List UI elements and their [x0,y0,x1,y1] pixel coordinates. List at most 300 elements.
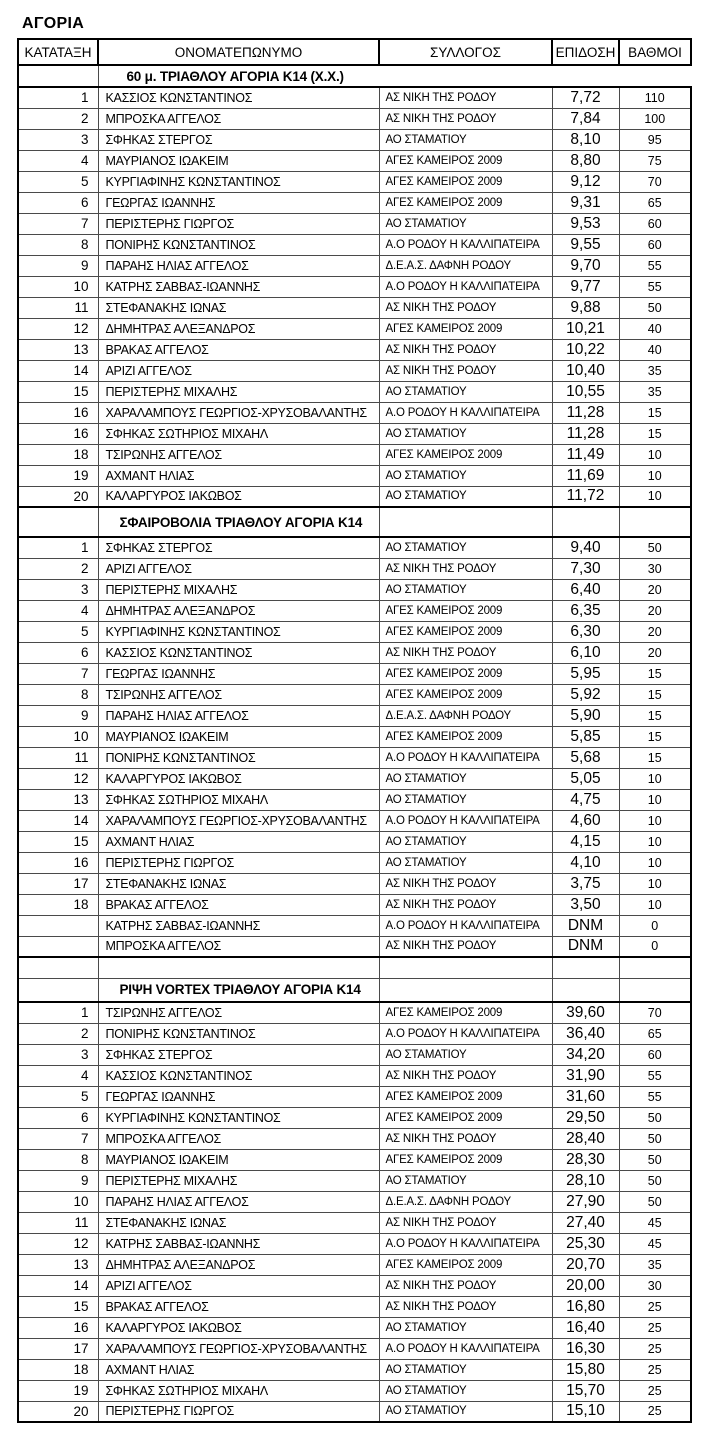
athlete-name-cell: ΚΥΡΓΙΑΦΙΝΗΣ ΚΩΝΣΤΑΝΤΙΝΟΣ [98,1107,379,1128]
rank-cell: 14 [18,1275,98,1296]
points-cell: 10 [619,465,691,486]
rank-cell: 12 [18,1233,98,1254]
performance-cell: 4,10 [552,852,619,873]
points-cell: 15 [619,402,691,423]
performance-cell: 5,90 [552,705,619,726]
result-row [18,642,691,663]
performance-cell: 6,35 [552,600,619,621]
points-cell: 30 [619,558,691,579]
performance-cell: 11,28 [552,402,619,423]
points-cell: 60 [619,213,691,234]
performance-cell: 15,80 [552,1359,619,1380]
athlete-name-cell: ΚΑΣΣΙΟΣ ΚΩΝΣΤΑΝΤΙΝΟΣ [98,1065,379,1086]
result-row [18,1149,691,1170]
athlete-name-cell: ΑΧΜΑΝΤ ΗΛΙΑΣ [98,465,379,486]
empty-cell [379,978,552,1002]
points-cell: 100 [619,108,691,129]
points-cell: 10 [619,810,691,831]
points-cell: 50 [619,297,691,318]
rank-cell: 7 [18,663,98,684]
rank-cell: 16 [18,852,98,873]
athlete-name-cell: ΠΟΝΙΡΗΣ ΚΩΝΣΤΑΝΤΙΝΟΣ [98,234,379,255]
athlete-name-cell: ΜΑΥΡΙΑΝΟΣ ΙΩΑΚΕΙΜ [98,1149,379,1170]
athlete-name-cell: ΣΦΗΚΑΣ ΣΤΕΡΓΟΣ [98,537,379,558]
rank-cell: 11 [18,747,98,768]
athlete-name-cell: ΓΕΩΡΓΑΣ ΙΩΑΝΝΗΣ [98,1086,379,1107]
athlete-name-cell: ΚΑΛΑΡΓΥΡΟΣ ΙΑΚΩΒΟΣ [98,768,379,789]
points-cell: 55 [619,255,691,276]
athlete-name-cell: ΠΕΡΙΣΤΕΡΗΣ ΜΙΧΑΛΗΣ [98,579,379,600]
performance-cell: 20,70 [552,1254,619,1275]
empty-cell [379,957,552,978]
section-title-row [18,65,691,87]
club-cell: ΑΟ ΣΤΑΜΑΤΙΟΥ [379,465,552,486]
rank-cell: 1 [18,87,98,108]
club-cell: ΑΟ ΣΤΑΜΑΤΙΟΥ [379,579,552,600]
athlete-name-cell: ΠΟΝΙΡΗΣ ΚΩΝΣΤΑΝΤΙΝΟΣ [98,747,379,768]
performance-cell: 10,22 [552,339,619,360]
performance-cell: 28,30 [552,1149,619,1170]
athlete-name-cell: ΒΡΑΚΑΣ ΑΓΓΕΛΟΣ [98,339,379,360]
performance-cell: 3,75 [552,873,619,894]
club-cell: Α.Ο ΡΟΔΟΥ Η ΚΑΛΛΙΠΑΤΕΙΡΑ [379,1023,552,1044]
result-row [18,297,691,318]
club-cell: ΑΟ ΣΤΑΜΑΤΙΟΥ [379,789,552,810]
table-header [18,39,691,65]
points-cell: 30 [619,1275,691,1296]
result-row [18,1065,691,1086]
club-cell: ΑΟ ΣΤΑΜΑΤΙΟΥ [379,1170,552,1191]
points-cell: 15 [619,663,691,684]
rank-cell: 12 [18,318,98,339]
athlete-name-cell: ΒΡΑΚΑΣ ΑΓΓΕΛΟΣ [98,894,379,915]
rank-cell: 10 [18,1191,98,1212]
performance-cell: 16,80 [552,1296,619,1317]
club-cell: ΑΣ ΝΙΚΗ ΤΗΣ ΡΟΔΟΥ [379,360,552,381]
result-row [18,1191,691,1212]
performance-cell: 11,69 [552,465,619,486]
points-cell: 25 [619,1359,691,1380]
club-cell: ΑΣ ΝΙΚΗ ΤΗΣ ΡΟΔΟΥ [379,108,552,129]
points-cell: 10 [619,486,691,507]
rank-cell: 18 [18,444,98,465]
points-cell: 65 [619,1023,691,1044]
club-cell: ΑΣ ΝΙΚΗ ΤΗΣ ΡΟΔΟΥ [379,87,552,108]
rank-cell [18,65,98,87]
rank-cell: 16 [18,402,98,423]
points-cell: 10 [619,894,691,915]
points-cell: 15 [619,684,691,705]
result-row [18,663,691,684]
athlete-name-cell: ΚΑΤΡΗΣ ΣΑΒΒΑΣ-ΙΩΑΝΝΗΣ [98,276,379,297]
points-cell: 55 [619,1086,691,1107]
rank-cell: 13 [18,339,98,360]
rank-cell: 17 [18,1338,98,1359]
club-cell: ΑΓΕΣ ΚΑΜΕΙΡΟΣ 2009 [379,1107,552,1128]
rank-cell: 8 [18,684,98,705]
result-row [18,444,691,465]
points-cell: 75 [619,150,691,171]
rank-cell: 5 [18,1086,98,1107]
athlete-name-cell: ΚΑΛΑΡΓΥΡΟΣ ΙΑΚΩΒΟΣ [98,486,379,507]
section-title: ΣΦΑΙΡΟΒΟΛΙΑ ΤΡΙΑΘΛΟΥ ΑΓΟΡΙΑ Κ14 [98,507,379,537]
result-row [18,1002,691,1023]
performance-cell: 7,72 [552,87,619,108]
performance-cell: 11,72 [552,486,619,507]
result-row [18,381,691,402]
club-cell: Δ.Ε.Α.Σ. ΔΑΦΝΗ ΡΟΔΟΥ [379,1191,552,1212]
result-row [18,831,691,852]
club-cell: ΑΓΕΣ ΚΑΜΕΙΡΟΣ 2009 [379,621,552,642]
athlete-name-cell: ΑΡΙΖΙ ΑΓΓΕΛΟΣ [98,1275,379,1296]
club-cell: Δ.Ε.Α.Σ. ΔΑΦΝΗ ΡΟΔΟΥ [379,705,552,726]
points-cell: 20 [619,621,691,642]
rank-cell: 5 [18,621,98,642]
performance-cell: 31,90 [552,1065,619,1086]
points-cell: 70 [619,1002,691,1023]
rank-cell: 20 [18,486,98,507]
column-header-club: ΣΥΛΛΟΓΟΣ [379,39,552,65]
performance-cell: 10,40 [552,360,619,381]
rank-cell: 1 [18,537,98,558]
club-cell: ΑΟ ΣΤΑΜΑΤΙΟΥ [379,1044,552,1065]
performance-cell: 16,40 [552,1317,619,1338]
club-cell: Α.Ο ΡΟΔΟΥ Η ΚΑΛΛΙΠΑΤΕΙΡΑ [379,747,552,768]
performance-cell: 5,92 [552,684,619,705]
rank-cell: 15 [18,1296,98,1317]
empty-cell [98,957,379,978]
rank-cell: 19 [18,465,98,486]
club-cell: ΑΣ ΝΙΚΗ ΤΗΣ ΡΟΔΟΥ [379,339,552,360]
club-cell: Α.Ο ΡΟΔΟΥ Η ΚΑΛΛΙΠΑΤΕΙΡΑ [379,1233,552,1254]
performance-cell: 9,70 [552,255,619,276]
points-cell: 60 [619,1044,691,1065]
points-cell: 60 [619,234,691,255]
result-row [18,1380,691,1401]
points-cell: 15 [619,423,691,444]
points-cell: 50 [619,1191,691,1212]
athlete-name-cell: ΠΕΡΙΣΤΕΡΗΣ ΜΙΧΑΛΗΣ [98,381,379,402]
points-cell: 50 [619,537,691,558]
rank-cell: 6 [18,1107,98,1128]
column-header-performance: ΕΠΙΔΟΣΗ [552,39,619,65]
athlete-name-cell: ΠΑΡΑΗΣ ΗΛΙΑΣ ΑΓΓΕΛΟΣ [98,705,379,726]
rank-cell: 14 [18,810,98,831]
points-cell: 0 [619,936,691,957]
club-cell: ΑΣ ΝΙΚΗ ΤΗΣ ΡΟΔΟΥ [379,642,552,663]
result-row [18,402,691,423]
athlete-name-cell: ΠΕΡΙΣΤΕΡΗΣ ΓΙΩΡΓΟΣ [98,213,379,234]
athlete-name-cell: ΣΦΗΚΑΣ ΣΩΤΗΡΙΟΣ ΜΙΧΑΗΛ [98,1380,379,1401]
points-cell: 20 [619,600,691,621]
performance-cell: 10,55 [552,381,619,402]
points-cell: 65 [619,192,691,213]
performance-cell: 6,10 [552,642,619,663]
result-row [18,423,691,444]
result-row [18,1401,691,1422]
results-table [17,38,692,1423]
section-title-row [18,978,691,1002]
athlete-name-cell: ΔΗΜΗΤΡΑΣ ΑΛΕΞΑΝΔΡΟΣ [98,318,379,339]
empty-cell [379,507,552,537]
points-cell: 35 [619,360,691,381]
performance-cell: 8,10 [552,129,619,150]
empty-cell [619,978,691,1002]
rank-cell: 13 [18,789,98,810]
performance-cell: 5,95 [552,663,619,684]
rank-cell: 2 [18,108,98,129]
result-row [18,1359,691,1380]
club-cell: ΑΓΕΣ ΚΑΜΕΙΡΟΣ 2009 [379,600,552,621]
rank-cell: 3 [18,1044,98,1065]
club-cell: Α.Ο ΡΟΔΟΥ Η ΚΑΛΛΙΠΑΤΕΙΡΑ [379,234,552,255]
performance-cell: 5,68 [552,747,619,768]
club-cell: ΑΓΕΣ ΚΑΜΕΙΡΟΣ 2009 [379,150,552,171]
club-cell: ΑΟ ΣΤΑΜΑΤΙΟΥ [379,852,552,873]
rank-cell: 4 [18,150,98,171]
rank-cell: 15 [18,381,98,402]
athlete-name-cell: ΔΗΜΗΤΡΑΣ ΑΛΕΞΑΝΔΡΟΣ [98,1254,379,1275]
performance-cell: 29,50 [552,1107,619,1128]
club-cell: ΑΓΕΣ ΚΑΜΕΙΡΟΣ 2009 [379,1086,552,1107]
athlete-name-cell: ΚΑΛΑΡΓΥΡΟΣ ΙΑΚΩΒΟΣ [98,1317,379,1338]
athlete-name-cell: ΚΑΤΡΗΣ ΣΑΒΒΑΣ-ΙΩΑΝΝΗΣ [98,915,379,936]
athlete-name-cell: ΠΕΡΙΣΤΕΡΗΣ ΓΙΩΡΓΟΣ [98,1401,379,1422]
result-row [18,486,691,507]
club-cell: ΑΓΕΣ ΚΑΜΕΙΡΟΣ 2009 [379,684,552,705]
performance-cell: 28,40 [552,1128,619,1149]
athlete-name-cell: ΧΑΡΑΛΑΜΠΟΥΣ ΓΕΩΡΓΙΟΣ-ΧΡΥΣΟΒΑΛΑΝΤΗΣ [98,810,379,831]
athlete-name-cell: ΑΡΙΖΙ ΑΓΓΕΛΟΣ [98,558,379,579]
performance-cell: 9,31 [552,192,619,213]
rank-cell: 9 [18,705,98,726]
athlete-name-cell: ΠΑΡΑΗΣ ΗΛΙΑΣ ΑΓΓΕΛΟΣ [98,255,379,276]
athlete-name-cell: ΣΤΕΦΑΝΑΚΗΣ ΙΩΝΑΣ [98,1212,379,1233]
points-cell: 25 [619,1296,691,1317]
points-cell: 40 [619,339,691,360]
athlete-name-cell: ΚΑΣΣΙΟΣ ΚΩΝΣΤΑΝΤΙΝΟΣ [98,642,379,663]
performance-cell: 27,90 [552,1191,619,1212]
performance-cell: 9,77 [552,276,619,297]
club-cell: ΑΟ ΣΤΑΜΑΤΙΟΥ [379,1359,552,1380]
rank-cell: 3 [18,129,98,150]
result-row [18,192,691,213]
athlete-name-cell: ΣΦΗΚΑΣ ΣΩΤΗΡΙΟΣ ΜΙΧΑΗΛ [98,423,379,444]
athlete-name-cell: ΜΠΡΟΣΚΑ ΑΓΓΕΛΟΣ [98,108,379,129]
performance-cell: 36,40 [552,1023,619,1044]
section-title-row [18,507,691,537]
points-cell: 40 [619,318,691,339]
athlete-name-cell: ΑΡΙΖΙ ΑΓΓΕΛΟΣ [98,360,379,381]
result-row [18,1338,691,1359]
rank-cell: 2 [18,558,98,579]
points-cell: 45 [619,1212,691,1233]
result-row [18,1212,691,1233]
result-row [18,465,691,486]
athlete-name-cell: ΚΥΡΓΙΑΦΙΝΗΣ ΚΩΝΣΤΑΝΤΙΝΟΣ [98,171,379,192]
performance-cell: 15,10 [552,1401,619,1422]
result-row [18,747,691,768]
athlete-name-cell: ΠΟΝΙΡΗΣ ΚΩΝΣΤΑΝΤΙΝΟΣ [98,1023,379,1044]
rank-cell: 19 [18,1380,98,1401]
rank-cell: 6 [18,192,98,213]
rank-cell: 18 [18,1359,98,1380]
performance-cell: 9,88 [552,297,619,318]
rank-cell: 16 [18,423,98,444]
result-row [18,360,691,381]
result-row [18,684,691,705]
points-cell: 10 [619,768,691,789]
performance-cell: DNM [552,915,619,936]
performance-cell: 27,40 [552,1212,619,1233]
result-row [18,768,691,789]
empty-cell [552,978,619,1002]
club-cell: ΑΣ ΝΙΚΗ ΤΗΣ ΡΟΔΟΥ [379,1212,552,1233]
athlete-name-cell: ΣΦΗΚΑΣ ΣΩΤΗΡΙΟΣ ΜΙΧΑΗΛ [98,789,379,810]
result-row [18,579,691,600]
athlete-name-cell: ΜΑΥΡΙΑΝΟΣ ΙΩΑΚΕΙΜ [98,726,379,747]
empty-cell [619,957,691,978]
performance-cell: 5,85 [552,726,619,747]
points-cell: 95 [619,129,691,150]
athlete-name-cell: ΣΦΗΚΑΣ ΣΤΕΡΓΟΣ [98,1044,379,1065]
points-cell: 10 [619,444,691,465]
club-cell: ΑΓΕΣ ΚΑΜΕΙΡΟΣ 2009 [379,1149,552,1170]
performance-cell: 4,75 [552,789,619,810]
result-row [18,810,691,831]
result-row [18,1086,691,1107]
club-cell: ΑΟ ΣΤΑΜΑΤΙΟΥ [379,1317,552,1338]
result-row [18,276,691,297]
performance-cell: 3,50 [552,894,619,915]
rank-cell: 6 [18,642,98,663]
athlete-name-cell: ΜΑΥΡΙΑΝΟΣ ΙΩΑΚΕΙΜ [98,150,379,171]
athlete-name-cell: ΤΣΙΡΩΝΗΣ ΑΓΓΕΛΟΣ [98,1002,379,1023]
performance-cell: 7,30 [552,558,619,579]
rank-cell: 2 [18,1023,98,1044]
club-cell: Α.Ο ΡΟΔΟΥ Η ΚΑΛΛΙΠΑΤΕΙΡΑ [379,915,552,936]
athlete-name-cell: ΑΧΜΑΝΤ ΗΛΙΑΣ [98,1359,379,1380]
athlete-name-cell: ΚΑΤΡΗΣ ΣΑΒΒΑΣ-ΙΩΑΝΝΗΣ [98,1233,379,1254]
result-row [18,150,691,171]
result-row [18,234,691,255]
points-cell: 35 [619,381,691,402]
section-title: ΡΙΨΗ VORTEX ΤΡΙΑΘΛΟΥ ΑΓΟΡΙΑ Κ14 [98,978,379,1002]
rank-cell [18,936,98,957]
rank-cell: 10 [18,726,98,747]
empty-cell [552,957,619,978]
points-cell: 25 [619,1380,691,1401]
result-row [18,915,691,936]
table-body [18,65,691,1422]
result-row [18,1296,691,1317]
athlete-name-cell: ΚΑΣΣΙΟΣ ΚΩΝΣΤΑΝΤΙΝΟΣ [98,87,379,108]
performance-cell: DNM [552,936,619,957]
club-cell: ΑΓΕΣ ΚΑΜΕΙΡΟΣ 2009 [379,318,552,339]
athlete-name-cell: ΤΣΙΡΩΝΗΣ ΑΓΓΕΛΟΣ [98,444,379,465]
performance-cell: 4,15 [552,831,619,852]
rank-cell: 18 [18,894,98,915]
rank-cell: 17 [18,873,98,894]
empty-cell [619,507,691,537]
result-row [18,1044,691,1065]
points-cell: 20 [619,579,691,600]
points-cell: 20 [619,642,691,663]
column-header-row [18,39,691,65]
club-cell: ΑΣ ΝΙΚΗ ΤΗΣ ΡΟΔΟΥ [379,1275,552,1296]
rank-cell: 5 [18,171,98,192]
empty-cell [552,507,619,537]
performance-cell: 25,30 [552,1233,619,1254]
club-cell: ΑΣ ΝΙΚΗ ΤΗΣ ΡΟΔΟΥ [379,894,552,915]
rank-cell [18,978,98,1002]
rank-cell: 16 [18,1317,98,1338]
club-cell: ΑΟ ΣΤΑΜΑΤΙΟΥ [379,1380,552,1401]
points-cell: 35 [619,1254,691,1275]
points-cell: 25 [619,1401,691,1422]
points-cell: 55 [619,276,691,297]
athlete-name-cell: ΤΣΙΡΩΝΗΣ ΑΓΓΕΛΟΣ [98,684,379,705]
points-cell: 10 [619,789,691,810]
points-cell: 70 [619,171,691,192]
result-row [18,129,691,150]
performance-cell: 20,00 [552,1275,619,1296]
points-cell: 15 [619,747,691,768]
rank-cell: 10 [18,276,98,297]
club-cell: ΑΟ ΣΤΑΜΑΤΙΟΥ [379,831,552,852]
performance-cell: 9,12 [552,171,619,192]
points-cell: 25 [619,1338,691,1359]
result-row [18,87,691,108]
rank-cell: 7 [18,1128,98,1149]
club-cell: ΑΣ ΝΙΚΗ ΤΗΣ ΡΟΔΟΥ [379,297,552,318]
column-header-rank: ΚΑΤΑΤΑΞΗ [18,39,98,65]
club-cell: ΑΓΕΣ ΚΑΜΕΙΡΟΣ 2009 [379,726,552,747]
result-row [18,621,691,642]
points-cell: 25 [619,1317,691,1338]
rank-cell: 4 [18,1065,98,1086]
section-title: 60 μ. ΤΡΙΑΘΛΟΥ ΑΓΟΡΙΑ Κ14 (Χ.Χ.) [126,68,344,84]
rank-cell: 7 [18,213,98,234]
athlete-name-cell: ΚΥΡΓΙΑΦΙΝΗΣ ΚΩΝΣΤΑΝΤΙΝΟΣ [98,621,379,642]
athlete-name-cell: ΣΦΗΚΑΣ ΣΤΕΡΓΟΣ [98,129,379,150]
performance-cell: 10,21 [552,318,619,339]
club-cell: ΑΓΕΣ ΚΑΜΕΙΡΟΣ 2009 [379,663,552,684]
athlete-name-cell: ΜΠΡΟΣΚΑ ΑΓΓΕΛΟΣ [98,936,379,957]
column-header-name: ΟΝΟΜΑΤΕΠΩΝΥΜΟ [98,39,379,65]
page-title: ΑΓΟΡΙΑ [22,15,85,32]
club-cell: ΑΣ ΝΙΚΗ ΤΗΣ ΡΟΔΟΥ [379,936,552,957]
club-cell: ΑΓΕΣ ΚΑΜΕΙΡΟΣ 2009 [379,171,552,192]
points-cell: 55 [619,1065,691,1086]
result-row [18,255,691,276]
rank-cell: 11 [18,297,98,318]
rank-cell: 14 [18,360,98,381]
points-cell: 110 [619,87,691,108]
club-cell: ΑΟ ΣΤΑΜΑΤΙΟΥ [379,129,552,150]
athlete-name-cell: ΑΧΜΑΝΤ ΗΛΙΑΣ [98,831,379,852]
performance-cell: 9,40 [552,537,619,558]
athlete-name-cell: ΓΕΩΡΓΑΣ ΙΩΑΝΝΗΣ [98,663,379,684]
performance-cell: 11,28 [552,423,619,444]
spacer-row [18,957,691,978]
empty-cell [18,957,98,978]
performance-cell: 28,10 [552,1170,619,1191]
rank-cell: 20 [18,1401,98,1422]
column-header-points: ΒΑΘΜΟΙ [619,39,691,65]
result-row [18,171,691,192]
rank-cell: 8 [18,1149,98,1170]
